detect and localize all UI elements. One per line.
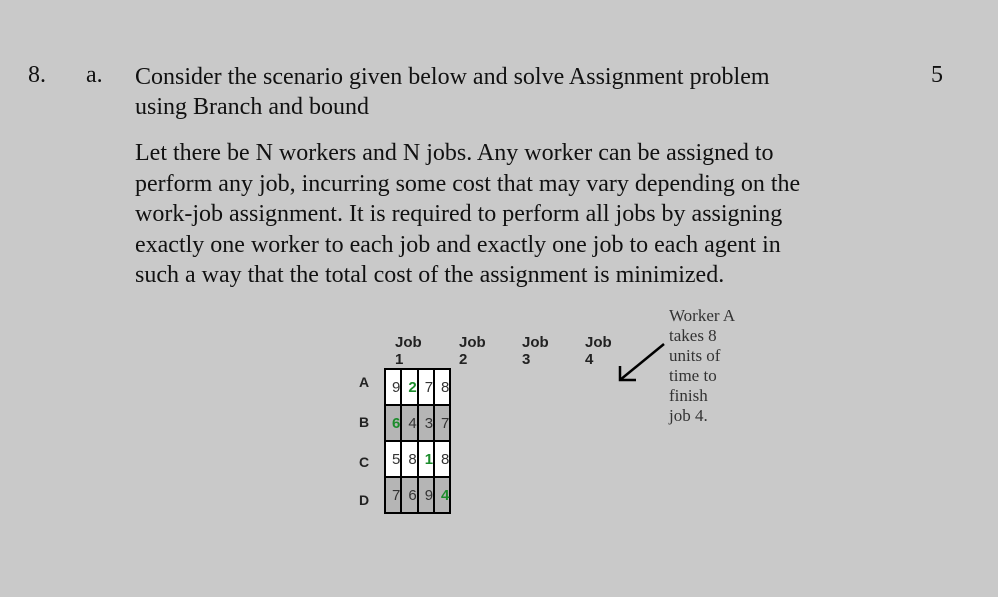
table-row <box>385 441 450 477</box>
heading-line: Consider the scenario given below and solve Assignment problem <box>135 64 770 90</box>
question-marks: 5 <box>931 62 943 88</box>
annotation-line: job 4. <box>669 406 708 425</box>
pointer-arrow-icon <box>610 338 670 388</box>
paragraph-line: exactly one worker to each job and exactly one job to each agent in <box>135 231 781 258</box>
table-row <box>385 405 450 441</box>
cost-cell: 6 <box>385 405 401 441</box>
cost-cell: 8 <box>401 441 417 477</box>
cost-cell: 2 <box>401 369 417 405</box>
column-header: Job 1 <box>395 334 422 368</box>
paragraph-line: perform any job, incurring some cost that may vary depending on the <box>135 170 801 197</box>
cost-cell: 8 <box>434 369 450 405</box>
annotation-line: time to <box>669 366 717 385</box>
cost-cell: 3 <box>418 405 434 441</box>
row-header: A <box>359 374 370 390</box>
paragraph-line: such a way that the total cost of the assignment is minimized. <box>135 262 725 288</box>
cost-cell: 4 <box>401 405 417 441</box>
cost-cell: 7 <box>418 369 434 405</box>
cost-cell: 8 <box>434 441 450 477</box>
paragraph-line: Let there be N workers and N jobs. Any worker can be assigned to <box>135 140 774 166</box>
paragraph-line: work-job assignment. It is required to perform all jobs by assigning <box>135 201 783 227</box>
column-header: Job 3 <box>522 334 549 368</box>
cost-cell: 1 <box>418 441 434 477</box>
annotation-line: finish <box>669 386 708 405</box>
row-header: D <box>359 492 370 508</box>
question-paragraph <box>135 138 887 291</box>
row-header: B <box>359 414 370 430</box>
table-row <box>385 369 450 405</box>
cost-cell: 6 <box>401 477 417 513</box>
column-header: Job 4 <box>585 334 612 368</box>
cost-table <box>384 368 451 514</box>
cost-cell: 9 <box>385 369 401 405</box>
cost-cell: 7 <box>385 477 401 513</box>
cost-cell: 9 <box>418 477 434 513</box>
heading-line: using Branch and bound <box>135 94 369 120</box>
worker-annotation <box>669 306 759 426</box>
annotation-line: units of <box>669 346 721 365</box>
question-heading <box>135 62 875 122</box>
cost-cell: 4 <box>434 477 450 513</box>
question-number: 8. <box>28 62 46 88</box>
question-part: a. <box>86 62 103 88</box>
annotation-line: Worker A <box>669 306 736 325</box>
annotation-line: takes 8 <box>669 326 717 345</box>
table-row <box>385 477 450 513</box>
row-header: C <box>359 454 370 470</box>
cost-cell: 5 <box>385 441 401 477</box>
cost-cell: 7 <box>434 405 450 441</box>
column-header: Job 2 <box>459 334 486 368</box>
